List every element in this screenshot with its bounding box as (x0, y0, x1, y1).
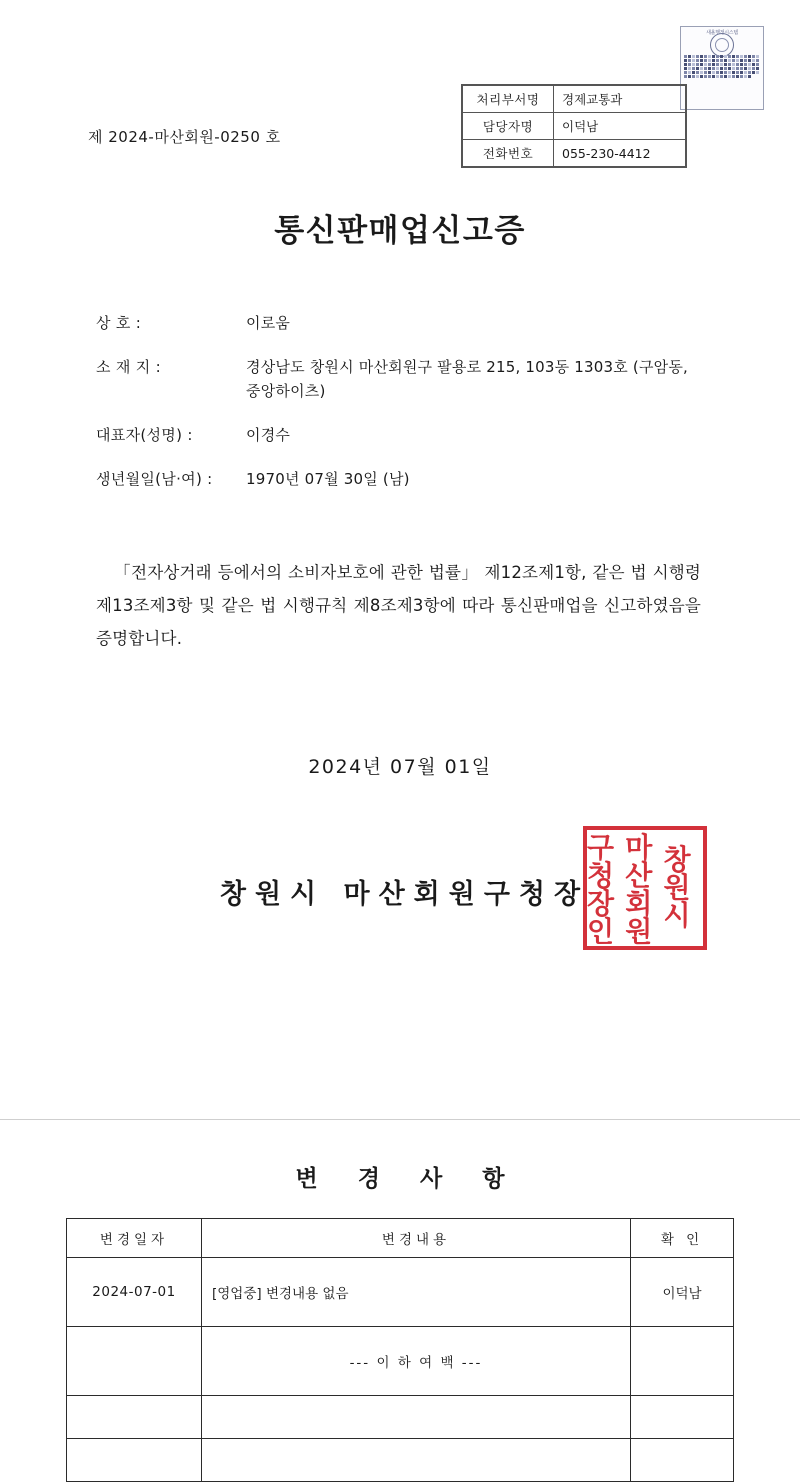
handler-phone-label: 전화번호 (463, 140, 554, 167)
cell-confirm (631, 1327, 734, 1396)
cell-detail: [영업중] 변경내용 없음 (202, 1258, 631, 1327)
page-title: 통신판매업신고증 (274, 213, 526, 249)
cell-confirm (631, 1396, 734, 1439)
table-row (67, 1396, 734, 1439)
egov-seal-caption: 새올행정시스템 (706, 30, 738, 36)
section-divider (0, 1119, 800, 1120)
seal-column-1 (664, 834, 702, 942)
cell-confirm: 이덕남 (631, 1258, 734, 1327)
cell-detail (202, 1396, 631, 1439)
egov-seal-ring-icon (710, 33, 734, 57)
field-label: 대표자(성명) : (96, 425, 193, 444)
certificate-fields (96, 312, 706, 512)
field-value: 이로움 (246, 314, 291, 332)
table-row (463, 86, 686, 113)
seal-text-1: 창원시 (663, 843, 691, 932)
handler-name-label: 담당자명 (463, 113, 554, 140)
column-header-confirm: 확 인 (631, 1219, 734, 1258)
column-header-detail: 변경내용 (202, 1219, 631, 1258)
column-header-date: 변경일자 (67, 1219, 202, 1258)
seal-column-3 (587, 831, 625, 948)
issuing-authority: 창원시 마산회원구청장 (219, 879, 590, 910)
table-row (67, 1258, 734, 1327)
cell-date (67, 1396, 202, 1439)
field-value: 경상남도 창원시 마산회원구 팔용로 215, 103동 1303호 (구암동, 중앙하이츠) (246, 358, 689, 400)
change-section-title: 변 경 사 항 (295, 1166, 521, 1192)
handler-dept-value: 경제교통과 (554, 86, 686, 113)
table-row (67, 1327, 734, 1396)
handler-phone-value: 055-230-4412 (554, 140, 686, 167)
table-row (463, 113, 686, 140)
field-label: 소 재 지 : (96, 358, 161, 377)
seal-text-3: 구청장인 (587, 831, 615, 948)
field-value: 이경수 (246, 425, 291, 444)
document-number: 제 2024-마산회원-0250 호 (88, 128, 281, 146)
issue-date: 2024년 07월 01일 (308, 756, 492, 778)
table-header-row (67, 1219, 734, 1258)
handler-info-table (461, 84, 687, 168)
field-address (96, 356, 706, 403)
field-business-name (96, 312, 706, 335)
seal-column-2 (625, 831, 663, 948)
field-value: 1970년 07월 30일 (남) (246, 470, 410, 488)
seal-text-2: 마산회원 (625, 831, 653, 948)
certificate-statement: 「전자상거래 등에서의 소비자보호에 관한 법률」 제12조제1항, 같은 법 시행령 제13조제3항 및 같은 법 시행규칙 제8조제3항에 따라 통신판매업을 신고하였음을 증명합니다. (96, 563, 701, 648)
table-row (67, 1439, 734, 1482)
change-history-table (66, 1218, 734, 1482)
handler-dept-label: 처리부서명 (463, 86, 554, 113)
official-red-seal-icon (583, 826, 707, 950)
cell-date (67, 1439, 202, 1482)
field-birthdate (96, 468, 706, 491)
table-row (463, 140, 686, 167)
cell-detail (202, 1439, 631, 1482)
cell-confirm (631, 1439, 734, 1482)
cell-detail: --- 이 하 여 백 --- (202, 1327, 631, 1396)
field-label: 상 호 : (96, 314, 142, 332)
cell-date: 2024-07-01 (67, 1258, 202, 1327)
cell-date (67, 1327, 202, 1396)
egov-system-seal-icon (680, 26, 764, 110)
field-label: 생년월일(남·여) : (96, 470, 213, 488)
egov-seal-barcode-icon (684, 55, 760, 106)
field-representative (96, 424, 706, 447)
handler-name-value: 이덕남 (554, 113, 686, 140)
